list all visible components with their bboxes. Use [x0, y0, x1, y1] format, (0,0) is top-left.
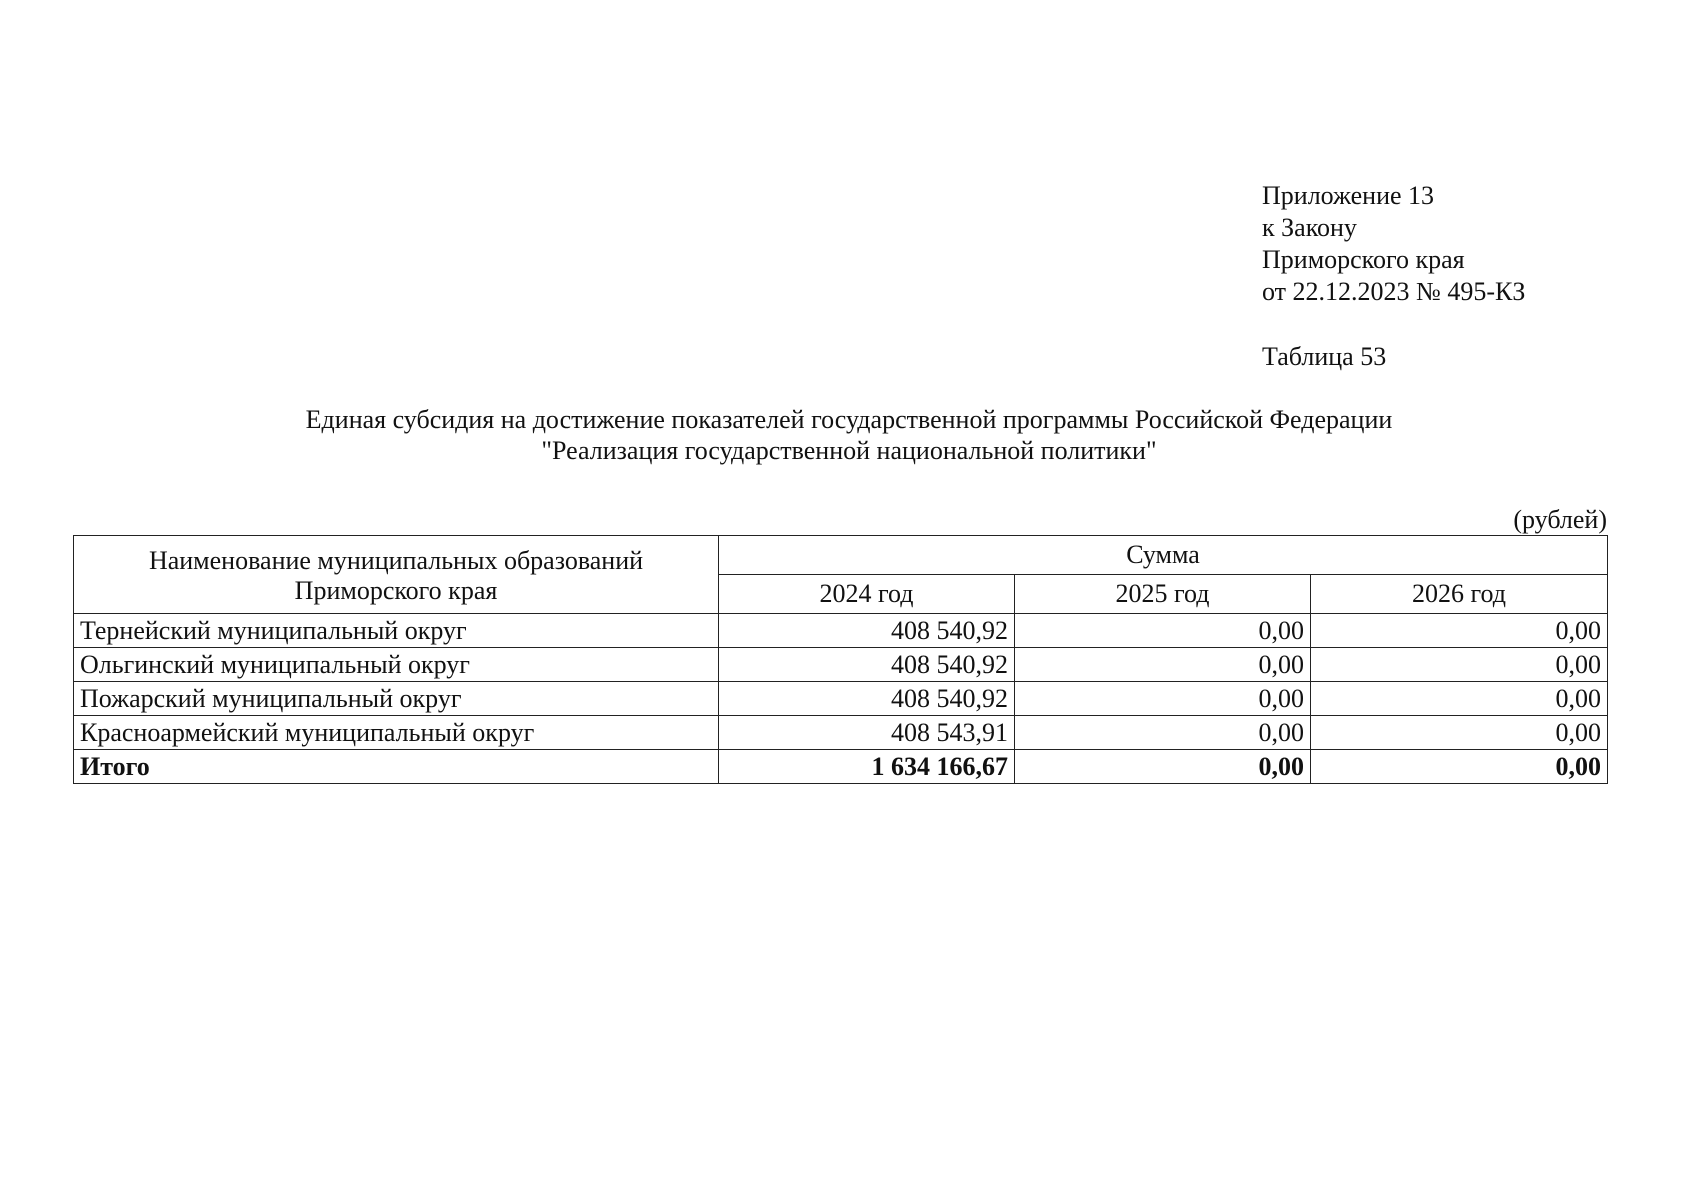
header-year-2024: 2024 год	[719, 575, 1015, 614]
total-value-2024: 1 634 166,67	[719, 750, 1015, 784]
row-value-2026: 0,00	[1311, 716, 1608, 750]
table-row	[74, 648, 1608, 682]
row-value-2025: 0,00	[1015, 614, 1311, 648]
total-value-2026: 0,00	[1311, 750, 1608, 784]
title-line-2: "Реализация государственной национальной политики"	[541, 436, 1157, 465]
total-row	[74, 750, 1608, 784]
row-value-2024: 408 540,92	[719, 682, 1015, 716]
table-row	[74, 682, 1608, 716]
row-value-2024: 408 540,92	[719, 648, 1015, 682]
table-row	[74, 614, 1608, 648]
appendix-line-1: Приложение 13	[1262, 181, 1435, 210]
row-name: Красноармейский муниципальный округ	[74, 716, 719, 750]
appendix-line-2: к Закону	[1262, 213, 1357, 242]
subsidy-table	[73, 535, 1608, 784]
header-year-2026: 2026 год	[1311, 575, 1608, 614]
row-name: Ольгинский муниципальный округ	[74, 648, 719, 682]
row-value-2026: 0,00	[1311, 614, 1608, 648]
row-name: Тернейский муниципальный округ	[74, 614, 719, 648]
total-label: Итого	[74, 750, 719, 784]
total-value-2025: 0,00	[1015, 750, 1311, 784]
appendix-line-4: от 22.12.2023 № 495-КЗ	[1262, 277, 1526, 306]
appendix-line-3: Приморского края	[1262, 245, 1465, 274]
table-number: Таблица 53	[1262, 342, 1387, 371]
units-label: (рублей)	[1513, 505, 1607, 534]
row-value-2026: 0,00	[1311, 682, 1608, 716]
document-title	[0, 404, 1698, 466]
row-value-2026: 0,00	[1311, 648, 1608, 682]
row-name: Пожарский муниципальный округ	[74, 682, 719, 716]
row-value-2024: 408 540,92	[719, 614, 1015, 648]
table-row	[74, 716, 1608, 750]
appendix-block	[1262, 180, 1525, 308]
title-line-1: Единая субсидия на достижение показателей государственной программы Российской Федерации	[305, 405, 1393, 434]
row-value-2025: 0,00	[1015, 648, 1311, 682]
row-value-2025: 0,00	[1015, 716, 1311, 750]
header-year-2025: 2025 год	[1015, 575, 1311, 614]
header-municipality: Наименование муниципальных образований Приморского края	[74, 536, 719, 614]
row-value-2024: 408 543,91	[719, 716, 1015, 750]
row-value-2025: 0,00	[1015, 682, 1311, 716]
header-sum: Сумма	[719, 536, 1608, 575]
